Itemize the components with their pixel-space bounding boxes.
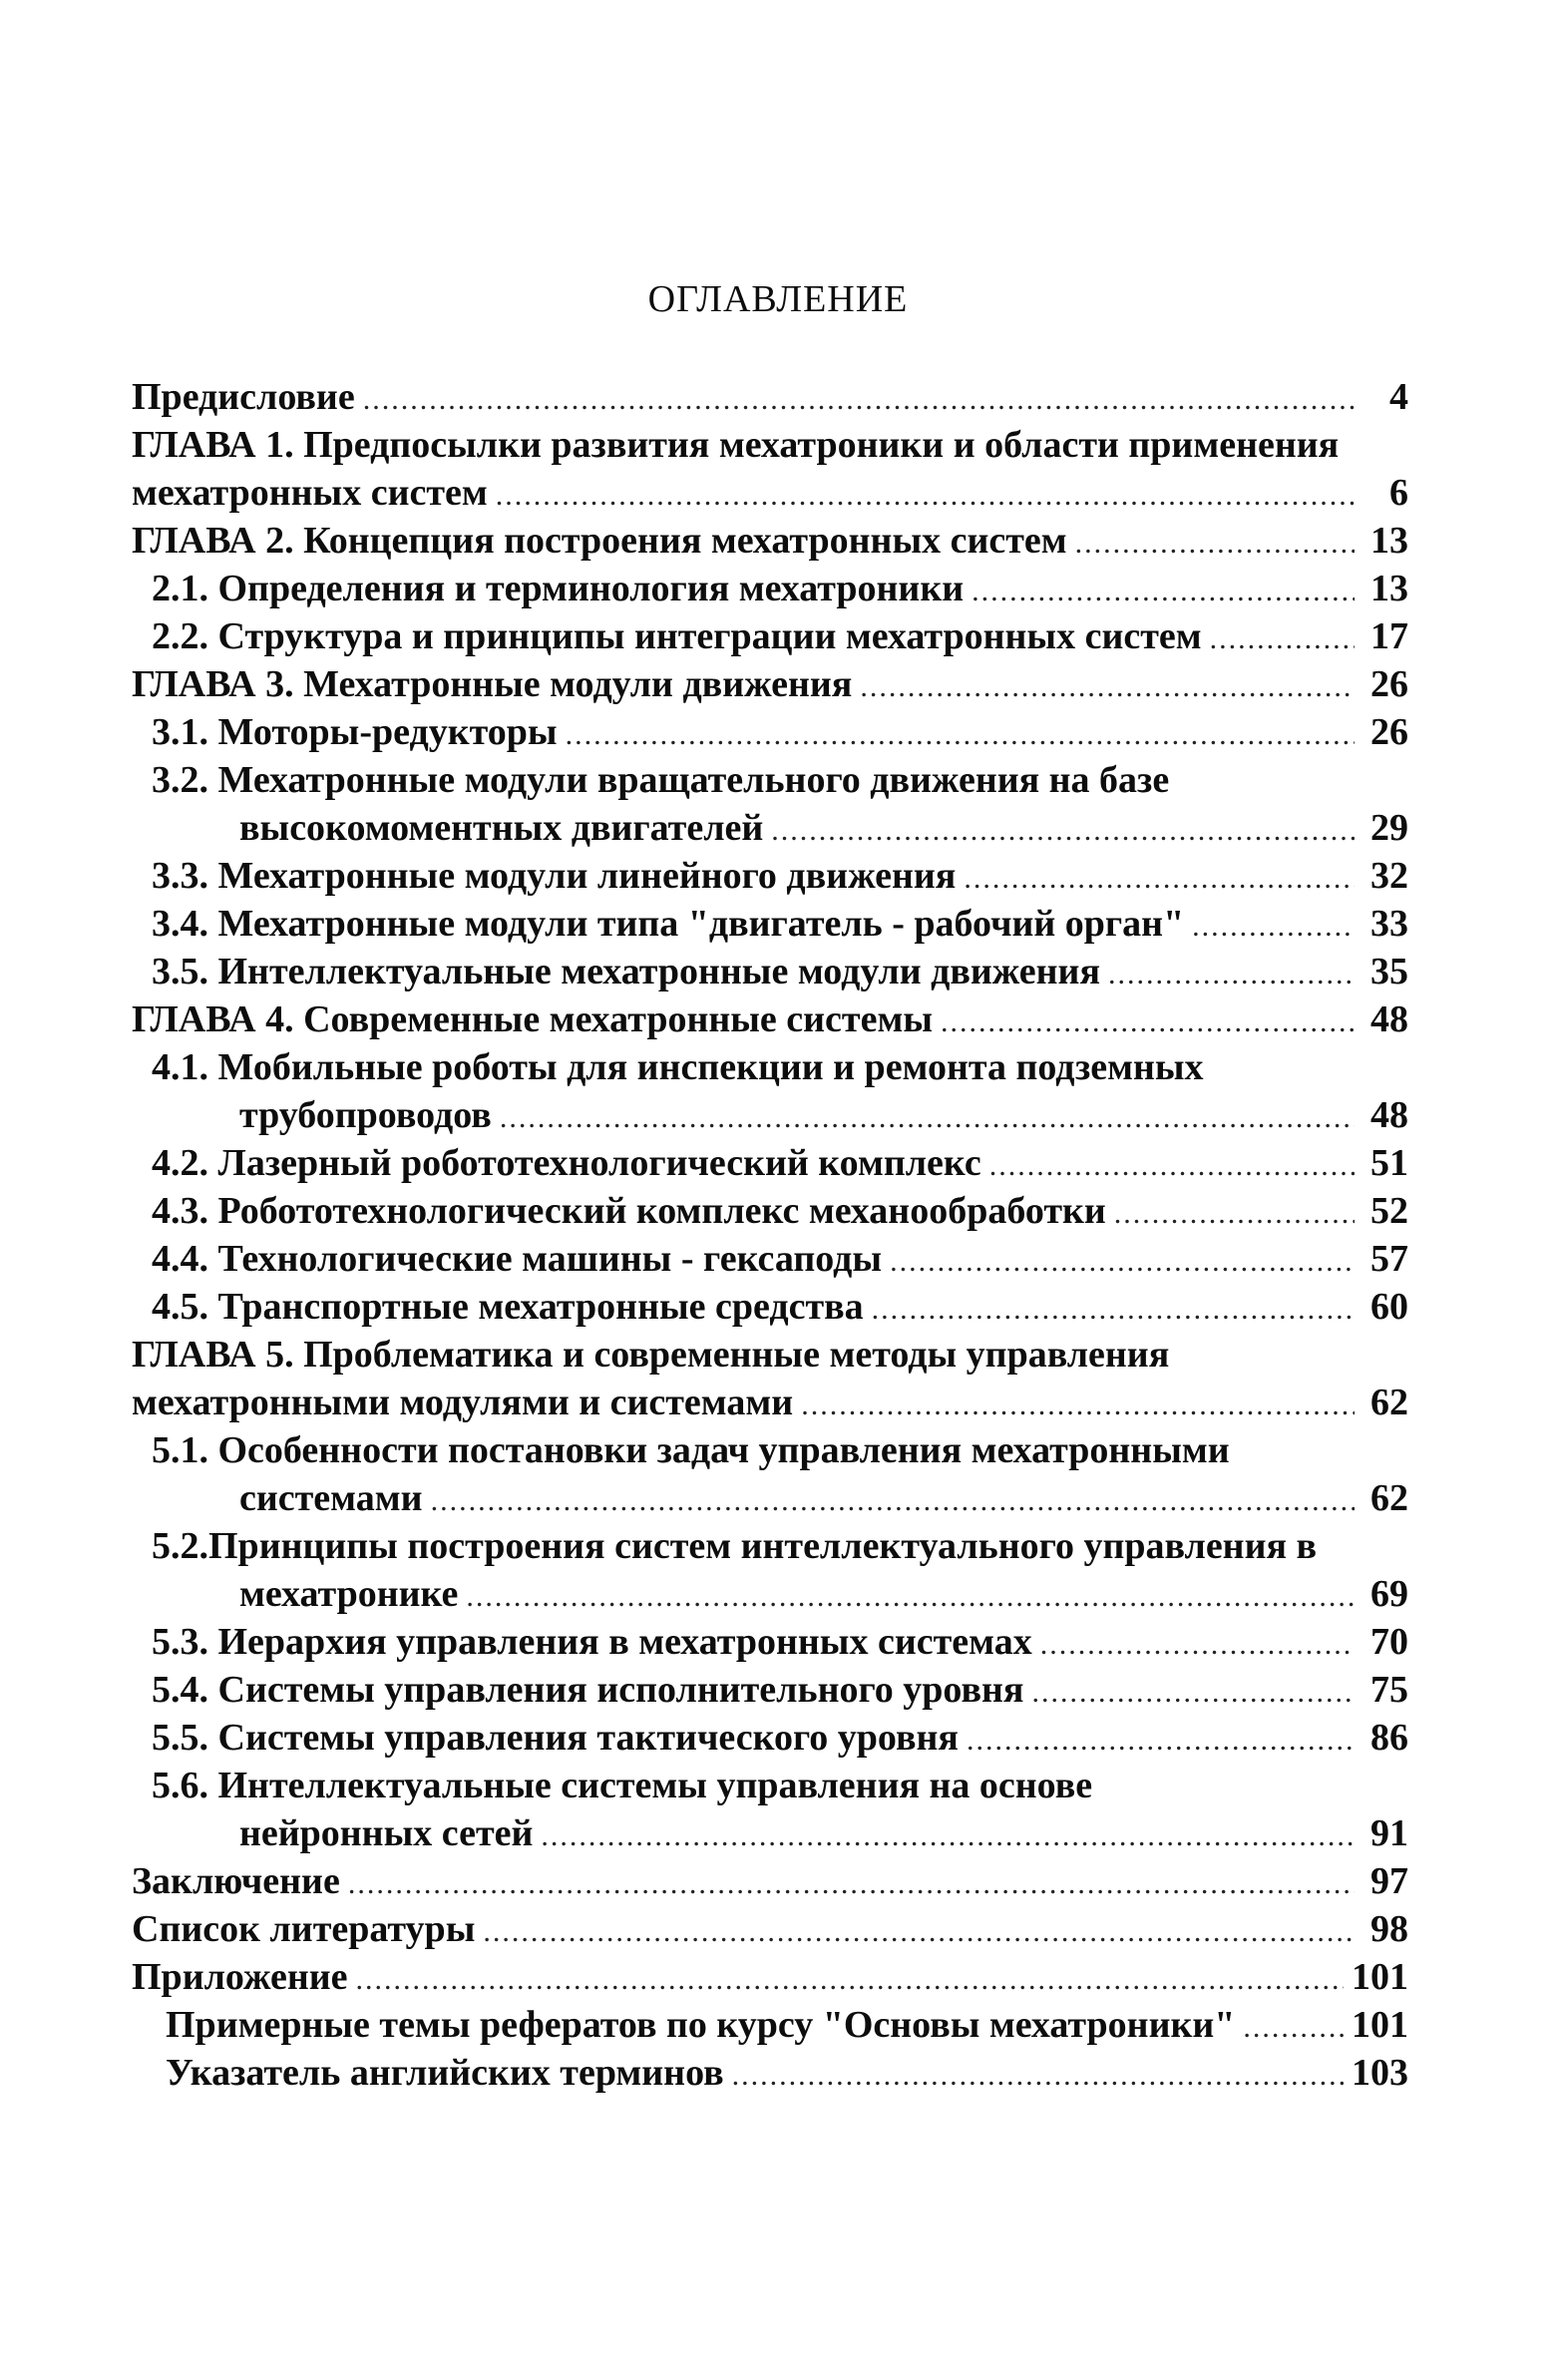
toc-entry-title: Указатель английских терминов (166, 2052, 724, 2094)
page-title: ОГЛАВЛЕНИЕ (647, 278, 909, 320)
dot-leader (967, 1717, 1355, 1765)
dot-leader (771, 807, 1355, 855)
toc-entry-row (152, 612, 1418, 660)
toc-entry-title: 4.3. Робототехнологический комплекс механообработки (152, 1190, 1106, 1232)
dot-leader (732, 2052, 1344, 2100)
page-number: 48 (1370, 998, 1408, 1040)
page-number: 75 (1370, 1669, 1408, 1711)
toc-entry (132, 565, 1418, 612)
toc-entry-line: 3.2. Мехатронные модули вращательного движения на базе (152, 759, 1170, 801)
dot-leader (466, 1573, 1355, 1621)
toc-entry (132, 1187, 1418, 1235)
dot-leader (890, 1238, 1355, 1286)
toc-entry-title: ГЛАВА 3. Мехатронные модули движения (132, 663, 853, 705)
toc-entry-line: 5.2.Принципы построения систем интеллектуального управления в (152, 1525, 1318, 1567)
toc-entry-title: Список литературы (132, 1908, 476, 1950)
toc-entry-title: 5.3. Иерархия управления в мехатронных системах (152, 1621, 1032, 1663)
page-number: 62 (1370, 1382, 1408, 1423)
toc-entry-title: Примерные темы рефератов по курсу "Основы мехатроники" (166, 2004, 1236, 2046)
dot-leader (348, 1860, 1355, 1908)
page-number: 48 (1370, 1094, 1408, 1136)
toc-entry (132, 660, 1418, 708)
toc-entry-title: 4.2. Лазерный робототехнологический комплекс (152, 1142, 981, 1184)
toc-entry-row (132, 1905, 1418, 1953)
toc-entry-line: 4.1. Мобильные роботы для инспекции и ремонта подземных (152, 1046, 1204, 1088)
page-number: 13 (1370, 520, 1408, 562)
toc-entry-row (166, 2001, 1418, 2049)
toc-entry (132, 373, 1418, 421)
table-of-contents (132, 373, 1418, 2097)
page-number: 33 (1370, 903, 1408, 945)
toc-entry (132, 1139, 1418, 1187)
toc-entry (132, 1714, 1418, 1762)
toc-entry-title: 3.3. Мехатронные модули линейного движения (152, 855, 957, 897)
toc-entry-row (132, 1857, 1418, 1905)
toc-entry (132, 1618, 1418, 1666)
toc-entry-row (152, 708, 1418, 756)
dot-leader (541, 1812, 1355, 1860)
toc-entry-row (152, 1139, 1418, 1187)
page-number: 6 (1389, 472, 1408, 514)
dot-leader (1040, 1621, 1355, 1669)
page-number: 69 (1370, 1573, 1408, 1615)
toc-entry (132, 948, 1418, 995)
toc-entry-title: 4.4. Технологические машины - гексаподы (152, 1238, 883, 1280)
toc-entry (132, 1283, 1418, 1331)
toc-entry-title: трубопроводов (239, 1094, 492, 1136)
toc-entry-row (152, 900, 1418, 948)
page-number: 62 (1370, 1477, 1408, 1519)
toc-entry-row (166, 2049, 1418, 2097)
page-number: 26 (1370, 663, 1408, 705)
toc-entry-title: Приложение (132, 1956, 348, 1998)
toc-entry (132, 1426, 1418, 1522)
toc-entry-row (152, 1809, 1418, 1857)
page-number: 91 (1370, 1812, 1408, 1854)
toc-entry (132, 1666, 1418, 1714)
toc-entry (132, 1235, 1418, 1283)
dot-leader (356, 1956, 1344, 2004)
toc-entry-title: 3.5. Интеллектуальные мехатронные модули движения (152, 951, 1101, 992)
dot-leader (872, 1286, 1355, 1334)
toc-entry-title: нейронных сетей (239, 1812, 534, 1854)
dot-leader (500, 1094, 1355, 1142)
toc-entry-title: 4.5. Транспортные мехатронные средства (152, 1286, 864, 1328)
toc-entry-row (152, 565, 1418, 612)
toc-entry-row (152, 852, 1418, 900)
page-number: 98 (1370, 1908, 1408, 1950)
toc-entry-row (132, 995, 1418, 1043)
page-number: 32 (1370, 855, 1408, 897)
toc-entry-row (152, 1091, 1418, 1139)
page-number: 101 (1352, 2004, 1408, 2046)
page-number: 35 (1370, 951, 1408, 992)
dot-leader (860, 663, 1355, 711)
toc-entry-row (152, 1618, 1418, 1666)
toc-entry-row (152, 1474, 1418, 1522)
toc-entry (132, 1331, 1418, 1426)
page-number: 17 (1370, 615, 1408, 657)
toc-entry (132, 756, 1418, 852)
dot-leader (566, 711, 1355, 759)
toc-entry (132, 900, 1418, 948)
toc-entry-row (152, 1187, 1418, 1235)
dot-leader (1243, 2004, 1344, 2052)
page-number: 86 (1370, 1717, 1408, 1759)
toc-entry-row (152, 1570, 1418, 1618)
toc-entry-row (132, 660, 1418, 708)
toc-entry-line: 5.1. Особенности постановки задач управления мехатронными (152, 1429, 1230, 1471)
toc-entry-title: мехатронных систем (132, 472, 488, 514)
toc-entry (132, 517, 1418, 565)
dot-leader (1108, 951, 1355, 998)
toc-entry (132, 1857, 1418, 1905)
toc-entry-row (132, 469, 1418, 517)
toc-entry (132, 1762, 1418, 1857)
dot-leader (1031, 1669, 1355, 1717)
toc-entry-title: Заключение (132, 1860, 340, 1902)
toc-entry-row (152, 1283, 1418, 1331)
toc-entry-row (132, 373, 1418, 421)
toc-entry (132, 1522, 1418, 1618)
page-number: 101 (1352, 1956, 1408, 1998)
page-number: 103 (1352, 2052, 1408, 2094)
toc-entry-title: 3.1. Моторы-редукторы (152, 711, 558, 753)
dot-leader (1114, 1190, 1355, 1238)
toc-entry-title: Предисловие (132, 376, 355, 418)
toc-entry (132, 708, 1418, 756)
toc-entry-row (132, 1953, 1418, 2001)
toc-entry (132, 852, 1418, 900)
dot-leader (989, 1142, 1355, 1190)
toc-entry-line: ГЛАВА 5. Проблематика и современные методы управления (132, 1334, 1170, 1376)
page-number: 57 (1370, 1238, 1408, 1280)
toc-entry (132, 421, 1418, 517)
toc-entry-line: 5.6. Интеллектуальные системы управления на основе (152, 1765, 1093, 1806)
toc-entry (132, 1953, 1418, 2001)
page-number: 13 (1370, 568, 1408, 609)
page-number: 52 (1370, 1190, 1408, 1232)
toc-entry (132, 2001, 1418, 2049)
dot-leader (972, 568, 1355, 615)
toc-entry-row (152, 1714, 1418, 1762)
page-number: 70 (1370, 1621, 1408, 1663)
toc-entry-row (152, 804, 1418, 852)
toc-entry-title: системами (239, 1477, 423, 1519)
dot-leader (941, 998, 1355, 1046)
dot-leader (1192, 903, 1355, 951)
dot-leader (363, 376, 1355, 424)
page-number: 60 (1370, 1286, 1408, 1328)
page-number: 29 (1370, 807, 1408, 849)
toc-entry-title: ГЛАВА 2. Концепция построения мехатронных систем (132, 520, 1067, 562)
dot-leader (1075, 520, 1355, 568)
toc-entry-title: 3.4. Мехатронные модули типа "двигатель - рабочий орган" (152, 903, 1185, 945)
toc-entry (132, 995, 1418, 1043)
toc-entry-title: высокомоментных двигателей (239, 807, 764, 849)
dot-leader (801, 1382, 1355, 1429)
toc-entry (132, 612, 1418, 660)
toc-entry-row (132, 517, 1418, 565)
dot-leader (964, 855, 1355, 903)
toc-entry-title: ГЛАВА 4. Современные мехатронные системы (132, 998, 933, 1040)
dot-leader (1210, 615, 1355, 663)
toc-entry-title: мехатронными модулями и системами (132, 1382, 794, 1423)
toc-entry-line: ГЛАВА 1. Предпосылки развития мехатроники и области применения (132, 424, 1340, 466)
toc-entry (132, 2049, 1418, 2097)
dot-leader (496, 472, 1355, 520)
toc-entry-title: 5.5. Системы управления тактического уровня (152, 1717, 959, 1759)
page-number: 51 (1370, 1142, 1408, 1184)
toc-entry (132, 1043, 1418, 1139)
page-number: 97 (1370, 1860, 1408, 1902)
toc-entry-title: 2.1. Определения и терминология мехатроники (152, 568, 965, 609)
toc-entry (132, 1905, 1418, 1953)
toc-entry-row (152, 1235, 1418, 1283)
toc-entry-title: 2.2. Структура и принципы интеграции мехатронных систем (152, 615, 1202, 657)
page-number: 4 (1389, 376, 1408, 418)
toc-entry-row (132, 1379, 1418, 1426)
toc-entry-title: мехатронике (239, 1573, 459, 1615)
toc-entry-row (152, 1666, 1418, 1714)
page-number: 26 (1370, 711, 1408, 753)
toc-entry-title: 5.4. Системы управления исполнительного уровня (152, 1669, 1024, 1711)
toc-entry-row (152, 948, 1418, 995)
dot-leader (483, 1908, 1355, 1956)
dot-leader (431, 1477, 1355, 1525)
